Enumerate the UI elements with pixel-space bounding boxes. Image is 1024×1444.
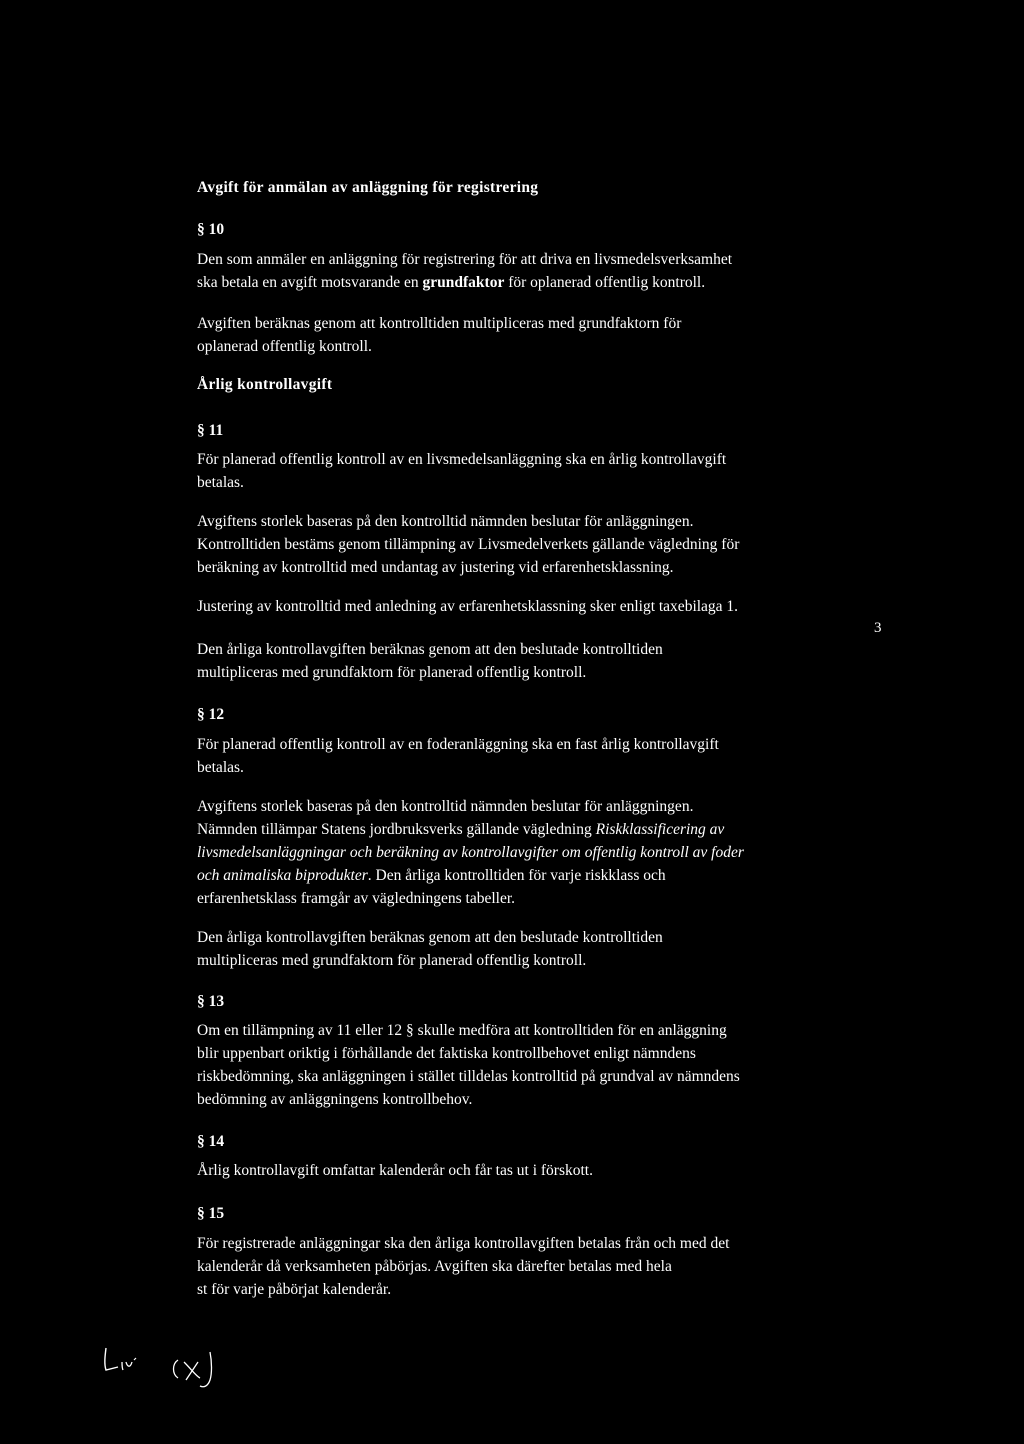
section-11-p1: För planerad offentlig kontroll av en livsmedelsanläggning ska en årlig kontrollavgift betalas. (197, 451, 727, 491)
section-15-label: § 15 (197, 1205, 225, 1222)
section-12-p1: För planerad offentlig kontroll av en foderanläggning ska en fast årlig kontrollavgift betalas. (197, 736, 719, 776)
section-12-p2-start: Avgiftens storlek baseras på den kontrolltid nämnden beslutar för anläggningen. Nämnden tillämpar Statens jordbruksverks gällande vägledning (197, 798, 694, 838)
section-12-p2-end: . Den årliga kontrolltiden för varje riskklass och erfarenhetsklass framgår av vägledningens tabeller. (197, 867, 666, 907)
section-13-p1: Om en tillämpning av 11 eller 12 § skulle medföra att kontrolltiden för en anläggning blir uppenbart oriktig i förhållande det faktiska kontrollbehovet enligt nämndens riskbedömning, ska anläggningen i stället tilldelas kontrolltid på grundval av nämndens bedömning av anläggningens kontrollbehov. (197, 1022, 740, 1108)
section-10-label: § 10 (197, 221, 225, 238)
initials-signature-right (170, 1340, 230, 1390)
section-12-p2-italic-title: Riskklassificering av livsmedelsanläggningar och beräkning av kontrollavgifter om offentlig kontroll av foder och animaliska biprodukter (197, 821, 744, 884)
section-11-p2: Avgiftens storlek baseras på den kontrolltid nämnden beslutar för anläggningen. Kontrolltiden bestäms genom tillämpning av Livsmedelverkets gällande vägledning för beräkning av kontrolltid med undantag av justering vid erfarenhetsklassning. (197, 513, 740, 576)
page-number: 3 (874, 620, 882, 636)
section-12-p3: Den årliga kontrollavgiften beräknas genom att den beslutade kontrolltiden multipliceras med grundfaktorn för planerad offentlig kontroll. (197, 929, 663, 969)
section-10-text-2: Avgiften beräknas genom att kontrolltiden multipliceras med grundfaktorn för oplanerad offentlig kontroll. (197, 315, 682, 355)
section-10-text-end: för oplanerad offentlig kontroll. (504, 274, 706, 291)
section-12-p2 (197, 795, 897, 910)
section-10-bold-term: grundfaktor (422, 274, 505, 291)
section-10-text-start: Den som anmäler en anläggning för registrering för att driva en livsmedelsverksamhet ska betala en avgift motsvarande en (197, 251, 733, 291)
section-14-label: § 14 (197, 1133, 225, 1150)
section-15-p1: För registrerade anläggningar ska den årliga kontrollavgiften betalas från och med det kalenderår då verksamheten påbörjas. Avgiften ska därefter betalas med hela st för varje påbörjat kalenderår. (197, 1235, 730, 1298)
section-11-label: § 11 (197, 422, 224, 439)
initials-signature-left (100, 1340, 150, 1380)
section-10-text (197, 248, 897, 294)
section-11-p3: Justering av kontrolltid med anledning av erfarenhetsklassning sker enligt taxebilaga 1. (197, 598, 739, 615)
section-11-p4: Den årliga kontrollavgiften beräknas genom att den beslutade kontrolltiden multipliceras med grundfaktorn för planerad offentlig kontroll. (197, 641, 663, 681)
heading-annual-fee: Årlig kontrollavgift (197, 376, 333, 393)
heading-registration: Avgift för anmälan av anläggning för registrering (197, 179, 539, 196)
section-13-label: § 13 (197, 993, 225, 1010)
section-12-label: § 12 (197, 706, 225, 723)
section-14-p1: Årlig kontrollavgift omfattar kalenderår och får tas ut i förskott. (197, 1162, 593, 1179)
